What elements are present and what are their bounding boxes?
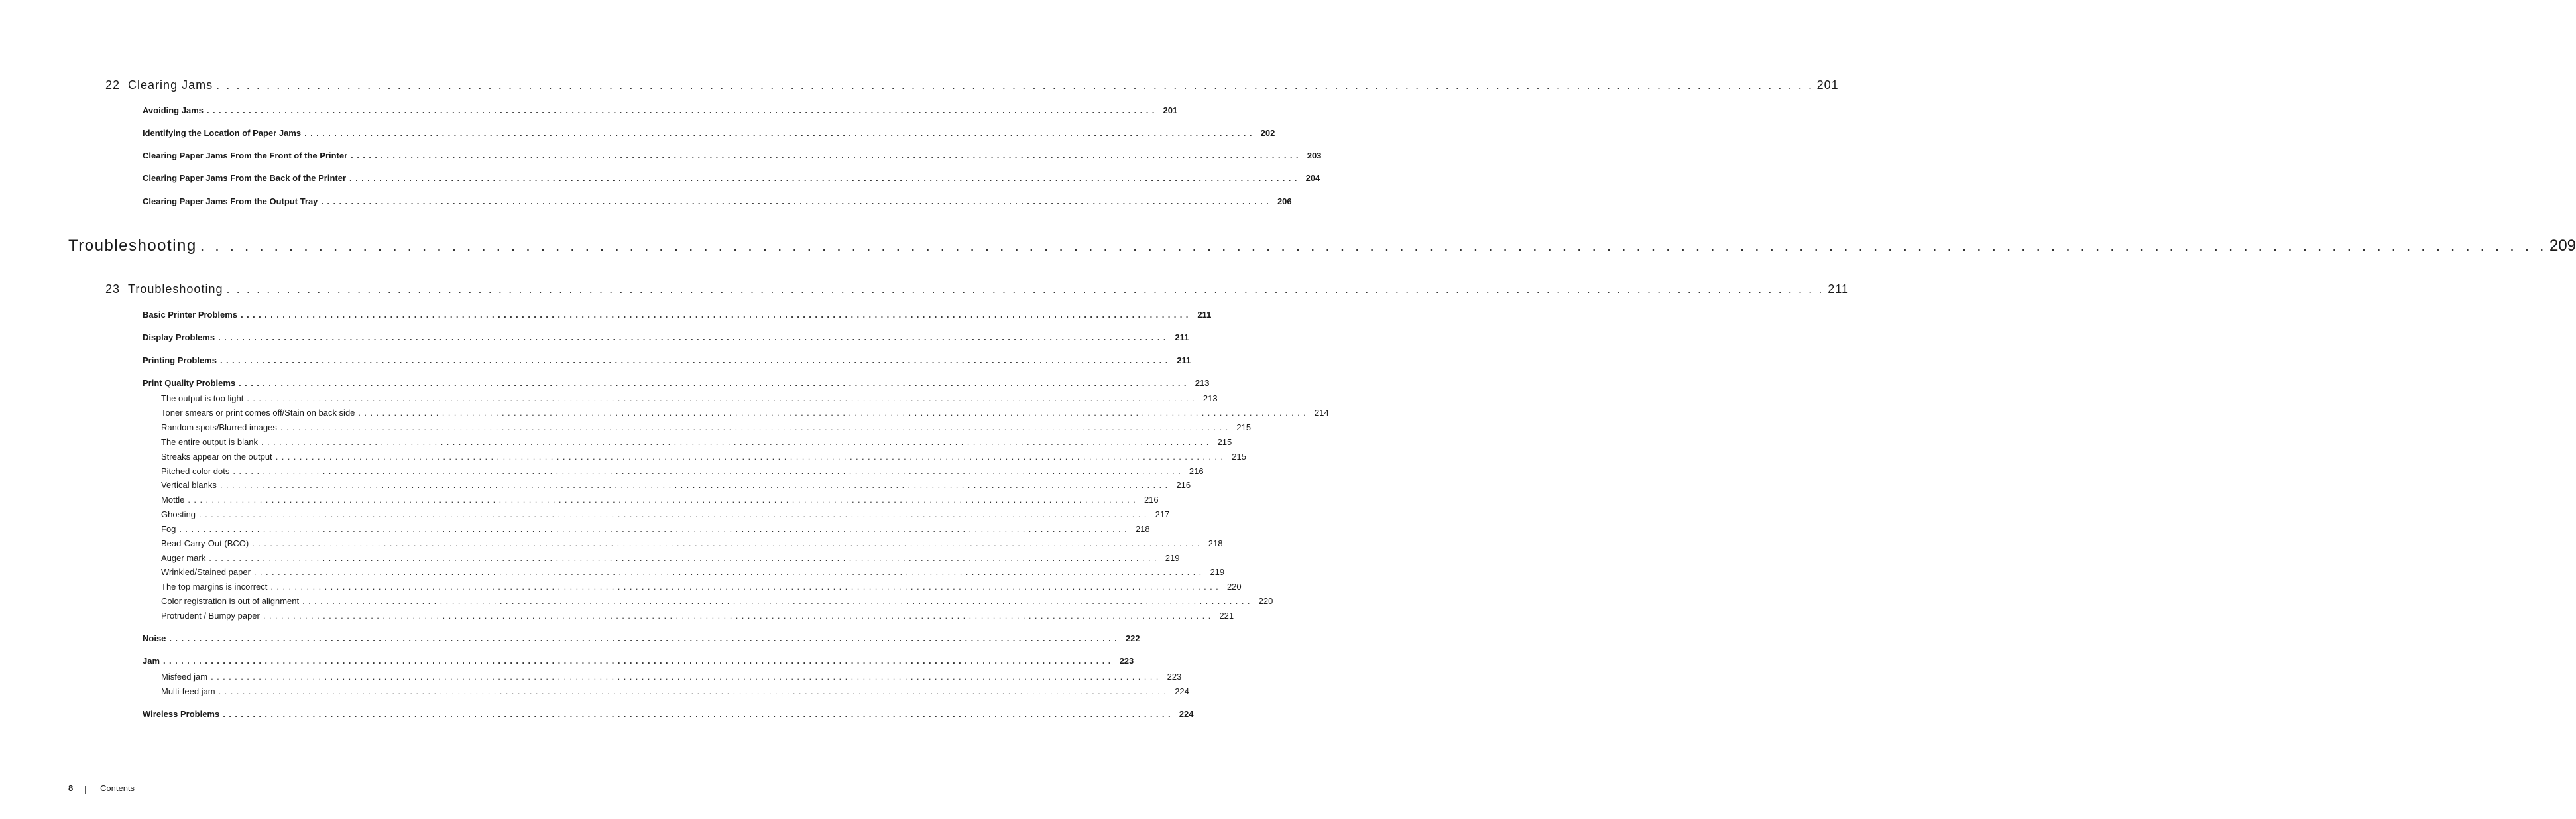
- dot-leader: [209, 553, 1157, 563]
- dot-leader: [199, 509, 1147, 519]
- entry-title: Pitched color dots: [161, 466, 230, 476]
- part-title: Troubleshooting: [68, 237, 197, 255]
- dot-leader: [263, 611, 1211, 621]
- toc-subentry[interactable]: [161, 611, 1234, 621]
- entry-title: The entire output is blank: [161, 437, 258, 447]
- entry-title: Jam: [143, 656, 160, 666]
- dot-leader: [233, 466, 1181, 476]
- entry-title: Streaks appear on the output: [161, 452, 272, 462]
- toc-subentry[interactable]: [161, 524, 1150, 534]
- dot-leader: [216, 78, 1814, 92]
- entry-title: Toner smears or print comes off/Stain on back side: [161, 408, 355, 418]
- page-number: 223: [1167, 672, 1182, 682]
- entry-title: Print Quality Problems: [143, 378, 236, 388]
- toc-entry[interactable]: [143, 196, 1292, 206]
- dot-leader: [276, 452, 1224, 462]
- toc-subentry[interactable]: [161, 672, 1182, 682]
- dot-leader: [247, 393, 1195, 403]
- toc-entry[interactable]: [143, 128, 1275, 138]
- toc-entry[interactable]: [143, 173, 1320, 183]
- toc-subentry[interactable]: [161, 686, 1189, 696]
- dot-leader: [223, 709, 1171, 719]
- toc-subentry[interactable]: [161, 567, 1225, 577]
- page-number: 216: [1189, 466, 1204, 476]
- entry-title: The top margins is incorrect: [161, 582, 268, 592]
- toc-subentry[interactable]: [161, 422, 1252, 432]
- page-number: 203: [1307, 151, 1322, 160]
- entry-title: Ghosting: [161, 509, 196, 519]
- entry-title: Wrinkled/Stained paper: [161, 567, 251, 577]
- dot-leader: [358, 408, 1306, 418]
- dot-leader: [349, 173, 1297, 183]
- entry-title: Random spots/Blurred images: [161, 422, 277, 432]
- entry-title: Color registration is out of alignment: [161, 596, 300, 606]
- toc-chapter-23[interactable]: [105, 283, 1849, 296]
- toc-entry[interactable]: [143, 709, 1194, 719]
- entry-title: Printing Problems: [143, 355, 217, 365]
- page-number: 206: [1277, 196, 1292, 206]
- toc-subentry[interactable]: [161, 437, 1232, 447]
- dot-leader: [261, 437, 1209, 447]
- page-number: 224: [1175, 686, 1189, 696]
- page-number: 214: [1314, 408, 1329, 418]
- dot-leader: [218, 332, 1166, 342]
- toc-subentry[interactable]: [161, 495, 1159, 505]
- toc-subentry[interactable]: [161, 582, 1242, 592]
- entry-title: Avoiding Jams: [143, 105, 204, 115]
- entry-title: Identifying the Location of Paper Jams: [143, 128, 302, 138]
- entry-title: Display Problems: [143, 332, 215, 342]
- page-number: 217: [1155, 509, 1170, 519]
- entry-title: Wireless Problems: [143, 709, 220, 719]
- dot-leader: [200, 237, 2547, 255]
- dot-leader: [169, 633, 1117, 643]
- dot-leader: [304, 128, 1252, 138]
- page-number: 218: [1135, 524, 1150, 534]
- toc-subentry[interactable]: [161, 452, 1246, 462]
- dot-leader: [188, 495, 1136, 505]
- toc-subentry[interactable]: [161, 408, 1329, 418]
- toc-subentry[interactable]: [161, 466, 1204, 476]
- toc-subentry[interactable]: [161, 393, 1218, 403]
- toc-part-troubleshooting[interactable]: [68, 237, 2576, 255]
- dot-leader: [270, 582, 1218, 592]
- page-number: 215: [1217, 437, 1232, 447]
- page-number: 201: [1816, 78, 1839, 92]
- entry-title: Auger mark: [161, 553, 206, 563]
- toc-subentry[interactable]: [161, 538, 1223, 548]
- entry-title: The output is too light: [161, 393, 244, 403]
- footer-page-number: 8: [68, 783, 74, 793]
- page-number: 201: [1163, 105, 1178, 115]
- toc-chapter-22[interactable]: [105, 78, 1839, 92]
- toc-entry[interactable]: [143, 332, 1189, 342]
- page-number: 224: [1179, 709, 1194, 719]
- page-number: 215: [1232, 452, 1246, 462]
- page-number: 204: [1305, 173, 1320, 183]
- dot-leader: [179, 524, 1127, 534]
- entry-title: Clearing Paper Jams From the Output Tray: [143, 196, 318, 206]
- dot-leader: [219, 686, 1167, 696]
- dot-leader: [252, 538, 1200, 548]
- footer-label: Contents: [100, 783, 135, 793]
- page-number: 219: [1165, 553, 1180, 563]
- page-number: 219: [1210, 567, 1225, 577]
- page-number: 213: [1195, 378, 1210, 388]
- entry-title: Protrudent / Bumpy paper: [161, 611, 260, 621]
- dot-leader: [351, 151, 1299, 160]
- page-number: 213: [1202, 393, 1218, 403]
- page-number: 209: [2549, 237, 2576, 255]
- page-number: 211: [1197, 310, 1212, 320]
- entry-title: Fog: [161, 524, 176, 534]
- page-number: 202: [1260, 128, 1275, 138]
- entry-title: Bead-Carry-Out (BCO): [161, 538, 249, 548]
- entry-title: Multi-feed jam: [161, 686, 215, 696]
- toc-entry[interactable]: [143, 355, 1191, 365]
- toc-subentry[interactable]: [161, 480, 1191, 490]
- toc-entry[interactable]: [143, 633, 1140, 643]
- dot-leader: [211, 672, 1159, 682]
- chapter-title: Clearing Jams: [128, 78, 213, 92]
- page-number: 216: [1176, 480, 1191, 490]
- dot-leader: [302, 596, 1250, 606]
- toc-entry[interactable]: [143, 105, 1178, 115]
- toc-subentry[interactable]: [161, 596, 1273, 606]
- page-number: 220: [1258, 596, 1273, 606]
- footer-divider: [85, 786, 86, 794]
- entry-title: Basic Printer Problems: [143, 310, 238, 320]
- dot-leader: [239, 378, 1187, 388]
- dot-leader: [220, 480, 1168, 490]
- dot-leader: [280, 422, 1228, 432]
- toc-entry[interactable]: [143, 310, 1212, 320]
- page-number: 222: [1125, 633, 1140, 643]
- page-number: 211: [1828, 283, 1849, 296]
- toc-subentry[interactable]: [161, 509, 1170, 519]
- entry-title: Clearing Paper Jams From the Front of the Printer: [143, 151, 348, 160]
- dot-leader: [220, 355, 1168, 365]
- entry-title: Misfeed jam: [161, 672, 208, 682]
- page-number: 221: [1219, 611, 1234, 621]
- dot-leader: [254, 567, 1202, 577]
- entry-title: Mottle: [161, 495, 185, 505]
- chapter-number: 23: [105, 283, 121, 296]
- entry-title: Clearing Paper Jams From the Back of the Printer: [143, 173, 347, 183]
- toc-entry[interactable]: [143, 151, 1322, 160]
- page-number: 218: [1208, 538, 1223, 548]
- entry-title: Noise: [143, 633, 166, 643]
- page-number: 216: [1143, 495, 1159, 505]
- dot-leader: [226, 283, 1824, 296]
- page-number: 223: [1119, 656, 1134, 666]
- chapter-title: Troubleshooting: [128, 283, 223, 296]
- dot-leader: [207, 105, 1155, 115]
- chapter-number: 22: [105, 78, 121, 92]
- page-number: 211: [1175, 332, 1189, 342]
- page-number: 211: [1177, 355, 1191, 365]
- dot-leader: [241, 310, 1189, 320]
- toc-subentry[interactable]: [161, 553, 1180, 563]
- dot-leader: [163, 656, 1111, 666]
- entry-title: Vertical blanks: [161, 480, 217, 490]
- page-number: 215: [1236, 422, 1252, 432]
- page-number: 220: [1226, 582, 1242, 592]
- toc-entry[interactable]: [143, 378, 1210, 388]
- toc-entry[interactable]: [143, 656, 1134, 666]
- dot-leader: [321, 196, 1269, 206]
